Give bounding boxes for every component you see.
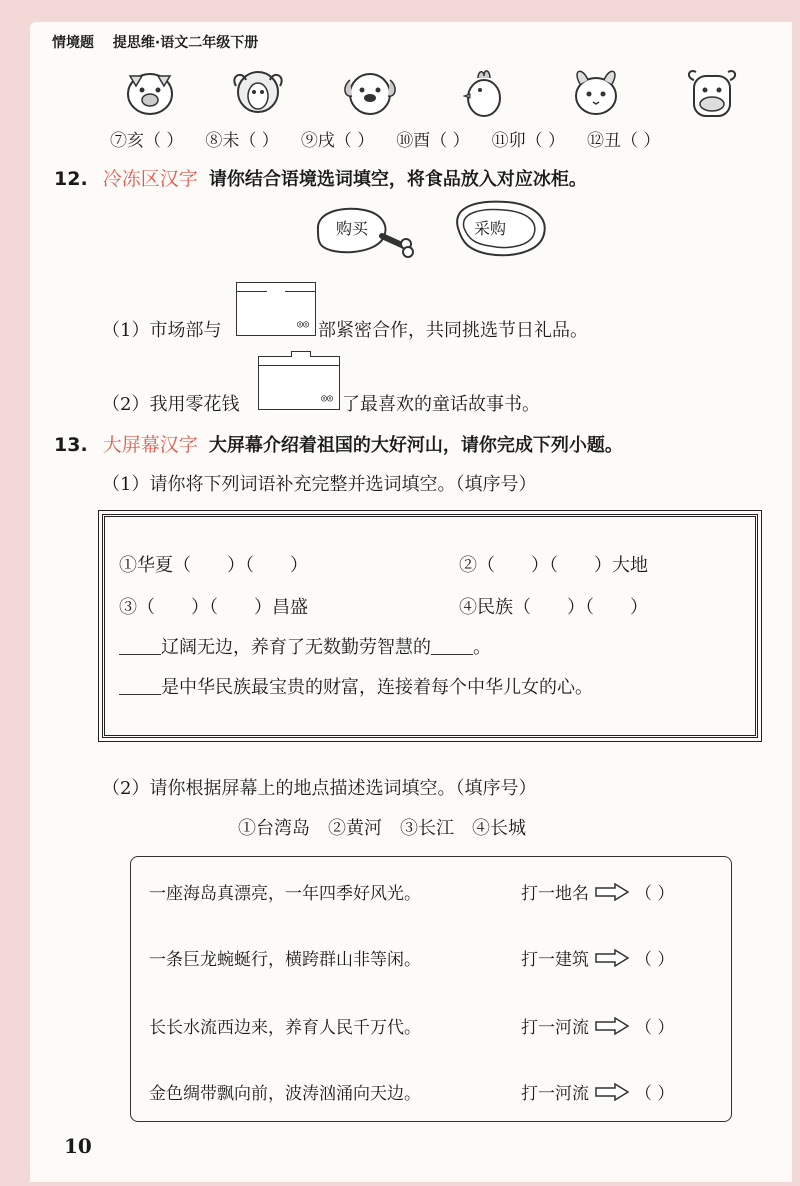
riddle-clue: 一座海岛真漂亮，一年四季好风光。 (149, 884, 421, 904)
page (30, 22, 792, 1182)
riddle-answer[interactable]: （ ） (635, 1018, 675, 1038)
zodiac-answer-row (110, 126, 660, 151)
riddle-answer[interactable]: （ ） (635, 884, 675, 904)
section-label: 情境题 (52, 35, 94, 51)
blank-2[interactable] (431, 636, 473, 655)
page-number: 10 (64, 1134, 92, 1158)
q12-sentence-2-start: （2）我用零花钱 (102, 394, 240, 415)
q13-part-1-instruction: （1）请你将下列词语补充完整并选词填空。（填序号） (102, 474, 537, 495)
word-item-4[interactable]: ④民族（ ）（ ） (459, 597, 648, 618)
q12-heading (54, 164, 587, 191)
zodiac-item-9[interactable]: ⑨戌（ ） (300, 131, 375, 151)
dog-icon (340, 62, 400, 122)
q12-sentence-1-start: （1）市场部与 (102, 320, 222, 341)
fill-sentence-2: 是中华民族最宝贵的财富，连接着每个中华儿女的心。 (119, 673, 593, 699)
riddle-clue: 长长水流西边来，养育人民千万代。 (149, 1018, 421, 1038)
q13-prompt: 大屏幕介绍着祖国的大好河山，请你完成下列小题。 (208, 435, 623, 456)
q12-tag: 冷冻区汉字 (102, 168, 198, 190)
sheep-icon (228, 62, 288, 122)
freezer-answer-box-2[interactable]: ◎◎ (258, 356, 340, 410)
q13-part-2-instruction: （2）请你根据屏幕上的地点描述选词填空。（填序号） (102, 778, 537, 799)
zodiac-item-7[interactable]: ⑦亥（ ） (110, 131, 184, 151)
q13-heading (54, 430, 623, 457)
riddle-hint: 打一地名 (521, 884, 589, 904)
word-option-2: 采购 (474, 219, 507, 238)
zodiac-item-11[interactable]: ⑪卯（ ） (491, 131, 566, 151)
riddle-answer[interactable]: （ ） (635, 950, 675, 970)
rabbit-icon (566, 62, 626, 122)
q12-sentence-1-end: 部紧密合作，共同挑选节日礼品。 (318, 320, 588, 341)
riddle-hint: 打一河流 (521, 1018, 589, 1038)
riddle-screen (130, 856, 732, 1122)
zodiac-item-12[interactable]: ⑫丑（ ） (587, 131, 661, 151)
fill-sentence-1: 辽阔无边，养育了无数勤劳智慧的 。 (119, 633, 491, 659)
q12-number: 12. (54, 168, 88, 190)
place-options: ①台湾岛 ②黄河 ③长江 ④长城 (238, 818, 526, 839)
word-item-3[interactable]: ③（ ）（ ）昌盛 (119, 597, 308, 618)
q12-sentence-2-end: 了最喜欢的童话故事书。 (342, 394, 540, 415)
arrow-right-icon (595, 1017, 629, 1035)
arrow-right-icon (595, 883, 629, 901)
riddle-clue: 一条巨龙蜿蜒行，横跨群山非等闲。 (149, 950, 421, 970)
riddle-clue: 金色绸带飘向前，波涛汹涌向天边。 (149, 1084, 421, 1104)
riddle-hint: 打一河流 (521, 1084, 589, 1104)
riddle-row (149, 945, 721, 970)
word-item-2[interactable]: ②（ ）（ ）大地 (459, 555, 648, 576)
running-header (52, 32, 258, 52)
pig-icon (120, 62, 180, 122)
q13-number: 13. (54, 434, 88, 456)
arrow-right-icon (595, 1083, 629, 1101)
word-completion-screen (102, 514, 758, 738)
riddle-row (149, 1013, 721, 1038)
riddle-row (149, 879, 721, 904)
word-item-1[interactable]: ①华夏（ ）（ ） (119, 555, 308, 576)
q12-prompt: 请你结合语境选词填空，将食品放入对应冰柜。 (208, 169, 587, 190)
book-title: 提思维·语文二年级下册 (112, 35, 259, 51)
word-option-1: 购买 (336, 219, 369, 238)
zodiac-item-8[interactable]: ⑧未（ ） (205, 131, 279, 151)
freezer-answer-box-1[interactable]: ◎◎ (236, 282, 316, 336)
arrow-right-icon (595, 949, 629, 967)
blank-3[interactable] (119, 676, 161, 695)
rooster-icon (454, 62, 514, 122)
riddle-row (149, 1079, 721, 1104)
q13-tag: 大屏幕汉字 (102, 434, 198, 456)
riddle-hint: 打一建筑 (521, 950, 589, 970)
ox-icon (682, 62, 742, 122)
riddle-answer[interactable]: （ ） (635, 1084, 675, 1104)
blank-1[interactable] (119, 636, 161, 655)
zodiac-item-10[interactable]: ⑩酉（ ） (396, 131, 470, 151)
